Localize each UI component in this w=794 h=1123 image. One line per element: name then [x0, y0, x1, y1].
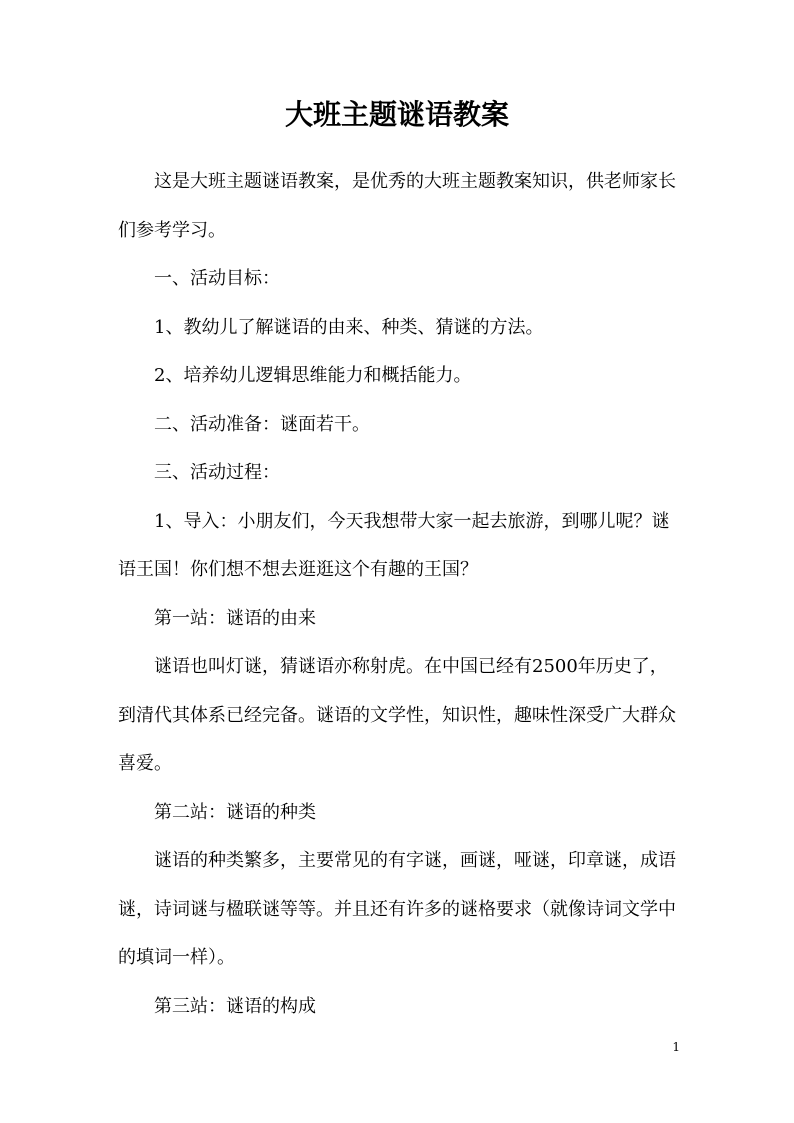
- goal-item-1: 1、教幼儿了解谜语的由来、种类、猜谜的方法。: [154, 316, 544, 338]
- station-2-heading: 第二站：谜语的种类: [154, 801, 316, 823]
- document-body: [118, 158, 680, 1031]
- paragraph-intro: 这是大班主题谜语教案，是优秀的大班主题教案知识，供老师家长们参考学习。: [118, 171, 676, 241]
- process-item-1: 1、导入：小朋友们，今天我想带大家一起去旅游，到哪儿呢？谜语王国！你们想不想去逛逛这个有趣的王国？: [118, 510, 670, 580]
- section-heading-preparation: 二、活动准备：谜面若干。: [154, 413, 370, 435]
- station-1-heading: 第一站：谜语的由来: [154, 607, 316, 629]
- document-title: 大班主题谜语教案: [284, 98, 509, 131]
- station-3-heading: 第三站：谜语的构成: [154, 995, 316, 1017]
- station-2-text: 谜语的种类繁多，主要常见的有字谜，画谜，哑谜，印章谜，成语谜，诗词谜与楹联谜等等。并且还有许多的谜格要求（就像诗词文学中的填词一样）。: [118, 850, 676, 968]
- goal-item-2: 2、培养幼儿逻辑思维能力和概括能力。: [154, 365, 472, 386]
- page-number: 1: [672, 1040, 680, 1054]
- station-1-text: 谜语也叫灯谜，猜谜语亦称射虎。在中国已经有2500年历史了，到清代其体系已经完备。谜语的文学性，知识性，趣味性深受广大群众喜爱。: [118, 656, 676, 774]
- section-heading-process: 三、活动过程：: [154, 462, 280, 483]
- section-heading-goals: 一、活动目标：: [154, 268, 280, 289]
